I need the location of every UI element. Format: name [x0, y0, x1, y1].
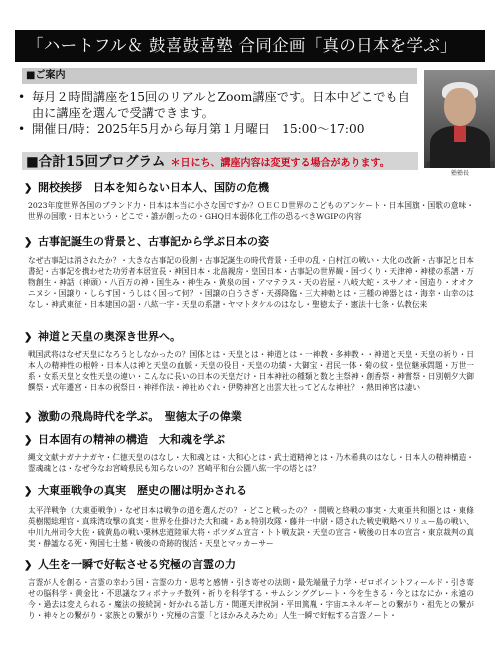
- section-title: 日本固有の精神の構造 大和魂を学ぶ: [38, 433, 225, 446]
- lecturer-caption: 講師：小島 崇暢 鼓喜鼓喜塾塾長: [425, 162, 495, 177]
- section-body: 戦国武将はなぜ天皇になろうとしなかったの？国体とは・天皇とは・神道とは・一神教・多神教・・神道と天皇・天皇の祈り・日本人の精神性の根幹・日本人は神と天皇の血脈・天皇の役目・天皇の功績・大御宝・君民一体・菊の紋・皇位継承問題・万世一系・女系天皇と女性天皇の違い・こんなに長いの日本の天皇だけ・日本神社の種類と数と主祭神・創香祭・神嘗祭・日別朝夕大御饌祭・式年遷宮・日本の祝祭日・神祥作法・神社めぐれ・伊勢神宮と出雲大社ってどんな神社？・熱田神宮は凄い: [28, 350, 474, 392]
- section-title: 人生を一瞬で好転させる究極の言霊の力: [38, 558, 236, 571]
- chevron-right-icon: ❯: [24, 412, 33, 423]
- program-note: ＊日にち、講座内容は変更する場合があります。: [170, 158, 390, 169]
- section-body: 言霊が人を創る・言霊の幸わう国・言霊の力・思考と感情・引き寄せの法則・最先端量子力学・ゼロポイントフィールド・引き寄せの脳科学・黄金比・不思議なフィボナッチ数列・祈りを科学する・サムシンググレート・今を生きる・今とはなにか・永遠の今・過去は変えられる・魔法の接続詞・好かれる話し方・開運天津祝詞・平田篤胤・宇宙エネルギーとの繋がり・祖先との繋がり・神々との繋がり・家族との繋がり・究極の言霊「とほかみえみため」人生一瞬で好転する言霊ノート・: [28, 578, 474, 620]
- section-heading: [24, 410, 242, 425]
- guide-heading: ■ご案内: [22, 68, 417, 84]
- program-heading: [22, 152, 418, 170]
- section-title: 開校挨拶 日本を知らない日本人、国防の危機: [38, 181, 269, 194]
- section-body: 太平洋戦争（大東亜戦争）・なぜ日本は戦争の道を選んだの？・どこと戦ったの？・開戦と終戦の事実・大東亜共和圏とは・東條英樹閣総理官・真珠湾攻撃の真実・世界を仕掛けた大和魂・あぁ特別攻隊・藤井一中尉・隠された戦史戦略ペリリュー島の戦い、中川九州司令大佐・硫黄島の戦い栗林忠道陸軍大将・ポツダム宣言・トト戦友訣・天皇の宣言・戦後の日本の宣言・東京裁判の真実・静謐なる死・殉国七士墓・戦後の奇跡的復活・天皇とマッカーサー: [28, 506, 474, 548]
- chevron-right-icon: ❯: [24, 486, 33, 497]
- section-title: 激動の飛鳥時代を学ぶ。 聖徳太子の偉業: [38, 410, 242, 423]
- chevron-right-icon: ❯: [24, 560, 33, 571]
- chevron-right-icon: ❯: [24, 435, 33, 446]
- section-body: 縄文文献ナガナナガヤ・仁徳天皇のはなし・大和魂とは・大和心とは・武士道精神とは・乃木希典のはなし・日本人の精神構造・霊魂魂とは・なぜ今なお宮崎県民も知らないの？宮崎平和台公園八紘一宇の塔とは？: [28, 453, 474, 473]
- lecturer-photo: [424, 70, 495, 168]
- section-title: 古事記誕生の背景と、古事記から学ぶ日本の姿: [38, 235, 269, 248]
- section-heading: [24, 235, 269, 250]
- intro-item: • 毎月２時間講座を15回のリアルとZoom講座です。日本中どこでも自由に講座を選んで受講できます。: [18, 89, 420, 121]
- intro-item: • 開催日/時：2025年5月から毎月第１月曜日 15:00～17:00: [18, 121, 420, 137]
- section-heading: [24, 558, 236, 573]
- section-heading: [24, 433, 225, 448]
- chevron-right-icon: ❯: [24, 183, 33, 194]
- section-heading: [24, 181, 269, 196]
- section-heading: [24, 330, 181, 345]
- chevron-right-icon: ❯: [24, 332, 33, 343]
- program-title: ■合計15回プログラム: [26, 154, 166, 170]
- section-title: 大東亜戦争の真実 歴史の闇は明かされる: [38, 484, 247, 497]
- chevron-right-icon: ❯: [24, 237, 33, 248]
- section-body: 2023年度世界各国のブランド力・日本は本当に小さな国ですか？ＯＥＣＤ世界のこどものアンケート・日本国旗・国歌の意味・世界の国歌・日本という・どこで・誰が創ったの・GHQ日本弱体化工作の恐るべきWGIPの内容: [28, 201, 474, 221]
- section-heading: [24, 484, 247, 499]
- intro-list: [18, 89, 420, 137]
- section-title: 神道と天皇の奥深き世界へ。: [38, 330, 181, 343]
- page-title: 「ハートフル＆ 鼓喜鼓喜塾 合同企画「真の日本を学ぶ」: [15, 30, 485, 62]
- section-body: なぜ古事記は消されたか？・大きな古事記の役割・古事記誕生の時代背景・壬申の乱・白村江の戦い・大化の改新・古事記と日本書紀・古事記を携わせた功労者本居宣長・神国日本・北畠親房・皇国日本・古事記の世界観・国づくり・天津神・神様の系譜・万物創生・神話（神頭）・八百万の神・国生み・神生み・黄泉の国・アマテラス・天の岩屋・八岐大蛇・スサノオ・国造り・オオクニヌシ・国譲り・しらす国・うしはく国って何？・国譲の白うさぎ・天孫降臨・三大神勅とは・三種の神器とは・海幸・山幸のはなし・神武東征・日本建国の詔・八紘一宇・天皇の系譜・ヤマトタケルのはなし・聖徳太子・憲法十七条・仏教伝来: [28, 256, 474, 309]
